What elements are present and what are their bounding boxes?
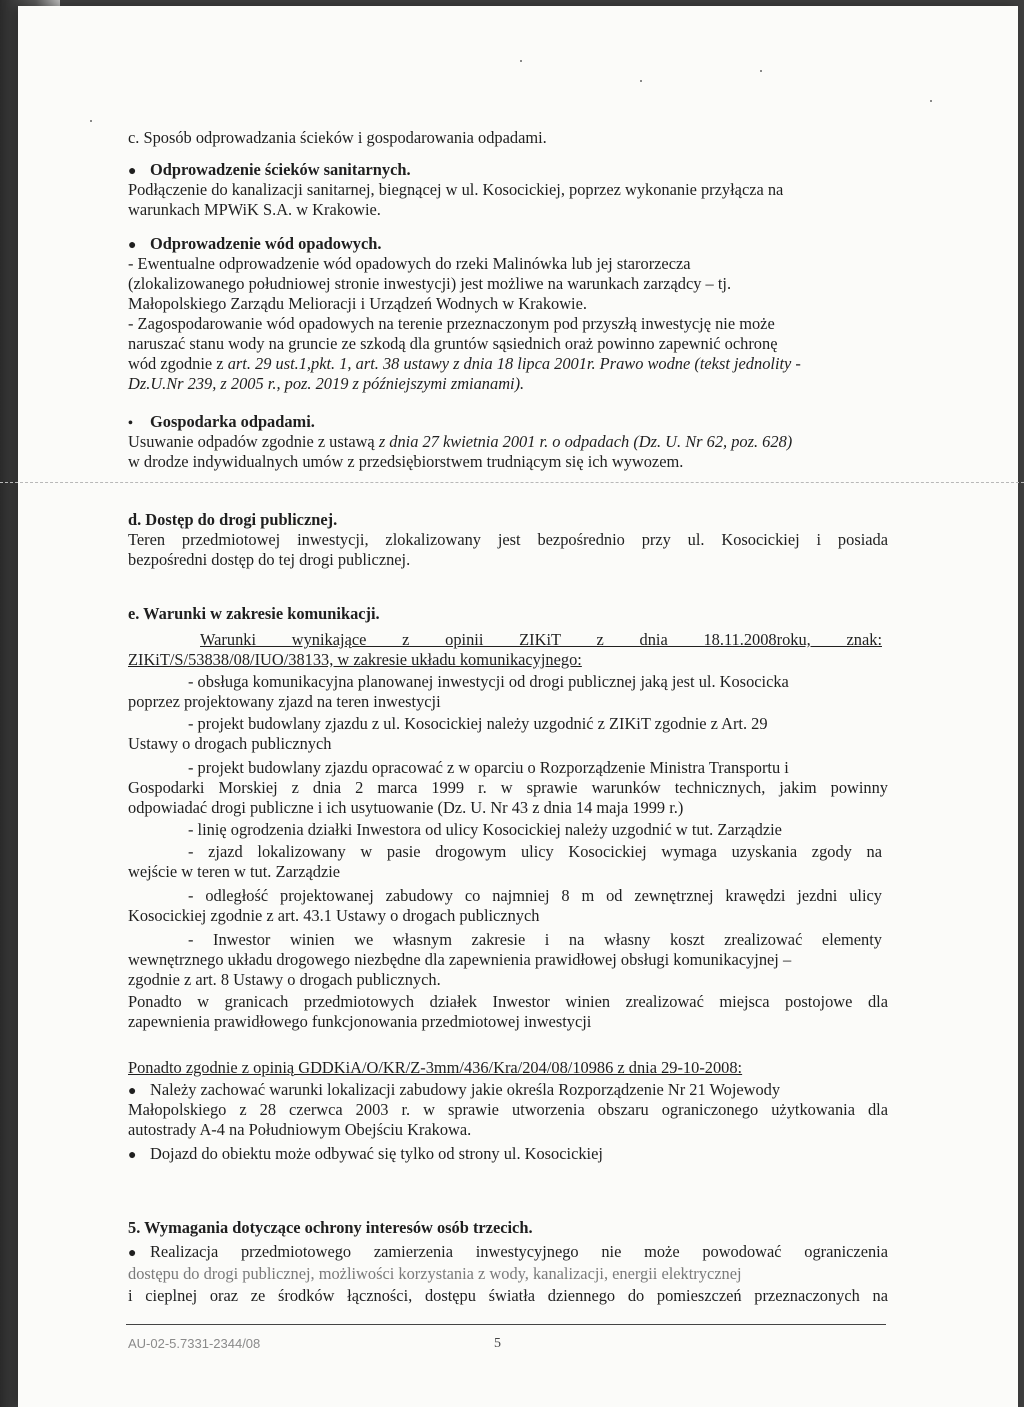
rain-title: Odprowadzenie wód opadowych. — [150, 234, 382, 253]
parking-paragraph: Ponadto w granicach przedmiotowych działek Inwestor winien zrealizować miejsca postojowe dla — [128, 992, 888, 1011]
rain-line: - Zagospodarowanie wód opadowych na terenie przeznaczonym pod przyszłą inwestycję nie może — [128, 314, 775, 333]
bullet-icon: ● — [128, 238, 137, 253]
zikit-condition: wewnętrznego układu drogowego niezbędne dla zapewnienia prawidłowej obsługi komunikacyjnej – — [128, 950, 792, 969]
rain-line: Małopolskiego Zarządu Melioracji i Urządzeń Wodnych w Krakowie. — [128, 294, 587, 313]
zikit-condition: - projekt budowlany zjazdu z ul. Kosocickiej należy uzgodnić z ZIKiT zgodnie z Art. 29 — [188, 714, 768, 733]
gddkia-item: Małopolskiego z 28 czerwca 2003 r. w sprawie utworzenia obszaru ograniczonego użytkowania dla — [128, 1100, 888, 1119]
scan-speck — [640, 80, 642, 82]
bullet-icon: • — [128, 416, 133, 431]
waste-line: w drodze indywidualnych umów z przedsiębiorstwem trudniącym się ich wywozem. — [128, 452, 684, 471]
sewage-title: Odprowadzenie ścieków sanitarnych. — [150, 160, 411, 179]
gddkia-heading: Ponadto zgodnie z opinią GDDKiA/O/KR/Z-3mm/436/Kra/204/08/10986 z dnia 29-10-2008: — [128, 1058, 743, 1077]
section-5-line: i cieplnej oraz ze środków łączności, dostępu światła dziennego do pomieszczeń przeznaczonych na — [128, 1286, 888, 1305]
rain-line — [128, 354, 888, 374]
zikit-condition: - projekt budowlany zjazdu opracować z w oparciu o Rozporządzenie Ministra Transportu i — [188, 758, 789, 777]
gddkia-item — [128, 1080, 888, 1102]
zikit-condition: - linię ogrodzenia działki Inwestora od ulicy Kosocickiej należy uzgodnić w tut. Zarządzie — [188, 820, 782, 839]
section-c-heading: c. Sposób odprowadzania ścieków i gospodarowania odpadami. — [128, 128, 547, 147]
zikit-condition: Gospodarki Morskiej z dnia 2 marca 1999 r. w sprawie warunków technicznych, jakim powinny — [128, 778, 888, 797]
section-e-heading: e. Warunki w zakresie komunikacji. — [128, 604, 380, 623]
waste-line — [128, 432, 888, 452]
rain-text: wód zgodnie z — [128, 354, 228, 373]
section-5-heading: 5. Wymagania dotyczące ochrony interesów osób trzecich. — [128, 1218, 533, 1237]
section-5-line: dostępu do drogi publicznej, możliwości korzystania z wody, kanalizacji, energii elektrycznej — [128, 1264, 742, 1283]
waste-legal-reference: z dnia 27 kwietnia 2001 r. o odpadach (Dz. U. Nr 62, poz. 628) — [378, 432, 793, 451]
rain-legal-reference: art. 29 ust.1,pkt. 1, art. 38 ustawy z dnia 18 lipca 2001r. Prawo wodne (tekst jednolity - — [227, 354, 801, 373]
zikit-condition: wejście w teren w tut. Zarządzie — [128, 862, 341, 881]
scan-speck — [760, 70, 762, 72]
sewage-line: Podłączenie do kanalizacji sanitarnej, biegnącej w ul. Kosocickiej, poprzez wykonanie przyłącza na — [128, 180, 784, 199]
bullet-icon: ● — [128, 1148, 137, 1163]
scan-speck — [930, 100, 932, 102]
zikit-condition: - Inwestor winien we własnym zakresie i na własny koszt zrealizować elementy — [188, 930, 882, 949]
bullet-icon: ● — [128, 1246, 137, 1261]
zikit-condition: odpowiadać drogi publiczne i ich usytuowanie (Dz. U. Nr 43 z dnia 14 maja 1999 r.) — [128, 798, 684, 817]
zikit-condition: Ustawy o drogach publicznych — [128, 734, 332, 753]
scan-speck — [520, 60, 522, 62]
rain-heading — [128, 234, 888, 256]
gddkia-text: Należy zachować warunki lokalizacji zabudowy jakie określa Rozporządzenie Nr 21 Wojewody — [150, 1080, 781, 1099]
zikit-condition: Kosocickiej zgodnie z art. 43.1 Ustawy o drogach publicznych — [128, 906, 540, 925]
zikit-condition: zgodnie z art. 8 Ustawy o drogach publicznych. — [128, 970, 441, 989]
zikit-condition: - odległość projektowanej zabudowy co najmniej 8 m od zewnętrznej krawędzi jezdni ulicy — [188, 886, 882, 905]
section-5-line — [128, 1242, 888, 1264]
gddkia-item: autostrady A-4 na Południowym Obejściu Krakowa. — [128, 1120, 472, 1139]
scan-dashed-line — [0, 482, 1024, 484]
rain-line: - Ewentualne odprowadzenie wód opadowych do rzeki Malinówka lub jej starorzecza — [128, 254, 691, 273]
footer-rule — [126, 1324, 886, 1325]
zikit-condition: poprzez projektowany zjazd na teren inwestycji — [128, 692, 441, 711]
waste-title: Gospodarka odpadami. — [150, 412, 315, 431]
section-d-line: bezpośredni dostęp do tej drogi publicznej. — [128, 550, 411, 569]
sewage-heading — [128, 160, 888, 182]
waste-text: Usuwanie odpadów zgodnie z ustawą — [128, 432, 379, 451]
scan-speck — [90, 120, 92, 122]
footer-document-code: AU-02-5.7331-2344/08 — [128, 1336, 261, 1351]
zikit-condition: - zjazd lokalizowany w pasie drogowym ulicy Kosocickiej wymaga uzyskania zgody na — [188, 842, 882, 861]
gddkia-text: Dojazd do obiektu może odbywać się tylko od strony ul. Kosocickiej — [150, 1144, 603, 1163]
parking-paragraph: zapewnienia prawidłowego funkcjonowania przedmiotowej inwestycji — [128, 1012, 592, 1031]
bullet-icon: ● — [128, 164, 137, 179]
section-d-heading: d. Dostęp do drogi publicznej. — [128, 510, 338, 529]
bullet-icon: ● — [128, 1084, 137, 1099]
zikit-condition: - obsługa komunikacyjna planowanej inwestycji od drogi publicznej jaką jest ul. Kosocicka — [188, 672, 789, 691]
rain-line: (zlokalizowanego południowej stronie inwestycji) jest możliwe na warunkach zarządcy – tj. — [128, 274, 732, 293]
section-d-line: Teren przedmiotowej inwestycji, zlokalizowany jest bezpośrednio przy ul. Kosocickiej i posiada — [128, 530, 888, 549]
gddkia-item — [128, 1144, 888, 1166]
zikit-heading-line: ZIKiT/S/53838/08/IUO/38133, w zakresie układu komunikacyjnego: — [128, 650, 582, 669]
zikit-heading-line: Warunki wynikające z opinii ZIKiT z dnia 18.11.2008roku, znak: — [200, 630, 882, 649]
footer-page-number: 5 — [494, 1336, 501, 1351]
waste-heading — [128, 412, 888, 434]
sewage-line: warunkach MPWiK S.A. w Krakowie. — [128, 200, 381, 219]
rain-line: Dz.U.Nr 239, z 2005 r., poz. 2019 z późniejszymi zmianami). — [128, 374, 525, 393]
rain-line: naruszać stanu wody na gruncie ze szkodą dla gruntów sąsiednich oraż powinno zapewnić ochronę — [128, 334, 778, 353]
section-5-text: Realizacja przedmiotowego zamierzenia inwestycyjnego nie może powodować ograniczenia — [150, 1242, 888, 1261]
